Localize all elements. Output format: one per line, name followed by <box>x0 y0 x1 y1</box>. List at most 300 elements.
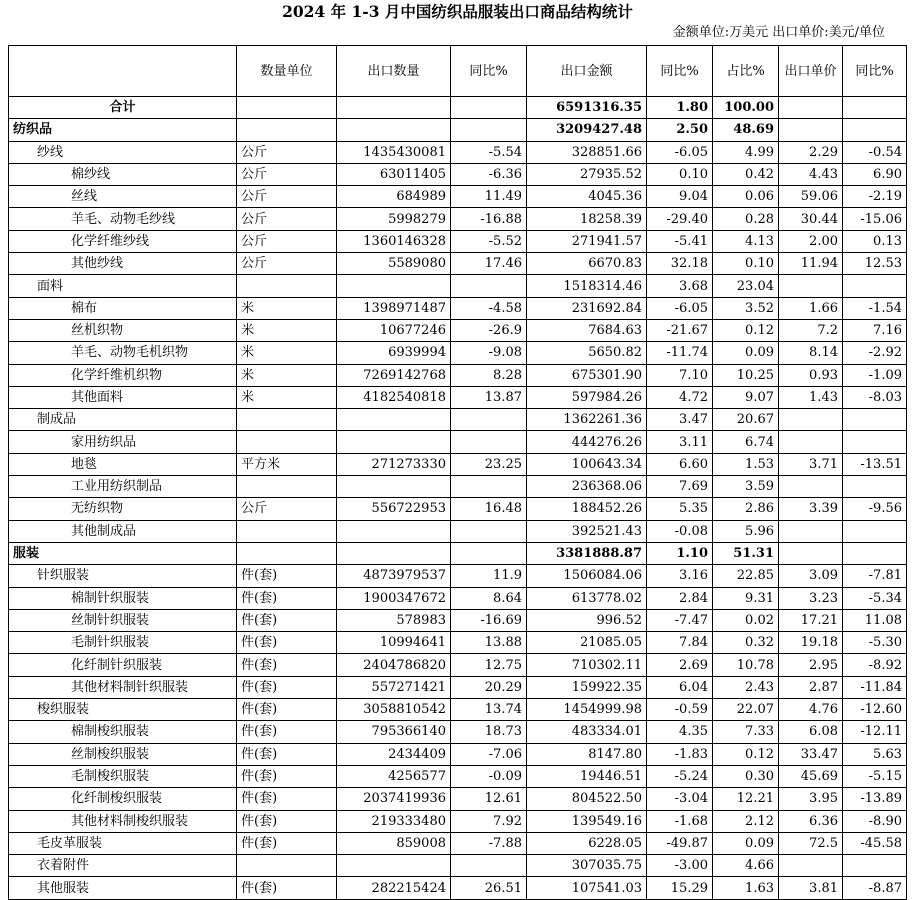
row-share: 10.78 <box>713 654 779 676</box>
row-name: 其他制成品 <box>9 520 237 542</box>
table-row <box>9 498 907 520</box>
row-name: 棉布 <box>9 297 237 319</box>
table-row <box>9 654 907 676</box>
row-amount: 231692.84 <box>527 297 647 319</box>
row-name: 化纤制针织服装 <box>9 654 237 676</box>
row-price: 45.69 <box>779 765 843 787</box>
table-row <box>9 877 907 899</box>
row-price: 72.5 <box>779 832 843 854</box>
row-share: 51.31 <box>713 542 779 564</box>
row-share: 23.04 <box>713 275 779 297</box>
row-qty <box>337 520 451 542</box>
row-share: 4.13 <box>713 230 779 252</box>
row-amount: 1454999.98 <box>527 699 647 721</box>
row-amount: 6591316.35 <box>527 97 647 119</box>
row-qty: 4256577 <box>337 765 451 787</box>
row-amount-yoy: 32.18 <box>647 253 713 275</box>
table-row <box>9 319 907 341</box>
row-price: 7.2 <box>779 319 843 341</box>
row-qty-yoy: -7.88 <box>451 832 527 854</box>
row-qty <box>337 275 451 297</box>
row-amount-yoy: 7.69 <box>647 476 713 498</box>
row-share: 0.12 <box>713 319 779 341</box>
row-name: 羊毛、动物毛纱线 <box>9 208 237 230</box>
row-qty: 578983 <box>337 609 451 631</box>
row-price <box>779 409 843 431</box>
row-qty-yoy: 17.46 <box>451 253 527 275</box>
row-amount: 100643.34 <box>527 453 647 475</box>
row-price-yoy: -1.09 <box>843 364 907 386</box>
row-unit: 件(套) <box>237 699 337 721</box>
row-amount-yoy: -49.87 <box>647 832 713 854</box>
row-share: 2.86 <box>713 498 779 520</box>
row-qty-yoy: -6.36 <box>451 163 527 185</box>
row-share: 48.69 <box>713 119 779 141</box>
row-qty <box>337 542 451 564</box>
row-qty: 2404786820 <box>337 654 451 676</box>
row-price-yoy: -45.58 <box>843 832 907 854</box>
row-qty-yoy: 18.73 <box>451 721 527 743</box>
row-unit: 米 <box>237 386 337 408</box>
row-name: 丝机织物 <box>9 319 237 341</box>
row-qty-yoy: -26.9 <box>451 319 527 341</box>
row-qty: 3058810542 <box>337 699 451 721</box>
row-price-yoy: -13.51 <box>843 453 907 475</box>
row-name: 丝制针织服装 <box>9 609 237 631</box>
row-share: 12.21 <box>713 788 779 810</box>
row-amount-yoy: 3.16 <box>647 565 713 587</box>
row-qty-yoy: 8.28 <box>451 364 527 386</box>
row-qty-yoy: 26.51 <box>451 877 527 899</box>
row-qty <box>337 97 451 119</box>
row-unit <box>237 476 337 498</box>
row-amount-yoy: -6.05 <box>647 141 713 163</box>
row-price-yoy: -15.06 <box>843 208 907 230</box>
header-qty: 出口数量 <box>337 46 451 97</box>
table-row <box>9 565 907 587</box>
row-name: 无纺织物 <box>9 498 237 520</box>
row-qty: 2434409 <box>337 743 451 765</box>
row-qty: 5998279 <box>337 208 451 230</box>
row-unit: 件(套) <box>237 654 337 676</box>
row-share: 2.12 <box>713 810 779 832</box>
row-name: 家用纺织品 <box>9 431 237 453</box>
unit-note: 金额单位:万美元 出口单价:美元/单位 <box>672 25 885 40</box>
table-row <box>9 141 907 163</box>
row-amount: 3381888.87 <box>527 542 647 564</box>
row-amount-yoy: -21.67 <box>647 319 713 341</box>
row-qty-yoy: -5.52 <box>451 230 527 252</box>
row-price-yoy: -5.15 <box>843 765 907 787</box>
row-unit: 公斤 <box>237 253 337 275</box>
row-qty-yoy: 13.88 <box>451 632 527 654</box>
row-name: 棉制针织服装 <box>9 587 237 609</box>
row-qty-yoy: -0.09 <box>451 765 527 787</box>
row-qty-yoy: 11.49 <box>451 186 527 208</box>
row-name: 衣着附件 <box>9 855 237 877</box>
row-amount: 3209427.48 <box>527 119 647 141</box>
row-qty-yoy <box>451 855 527 877</box>
row-name: 化学纤维机织物 <box>9 364 237 386</box>
table-row <box>9 632 907 654</box>
table-row <box>9 253 907 275</box>
header-amount-yoy: 同比% <box>647 46 713 97</box>
header-unit: 数量单位 <box>237 46 337 97</box>
row-name: 合计 <box>9 97 237 119</box>
row-name: 毛制梭织服装 <box>9 765 237 787</box>
row-qty-yoy: 23.25 <box>451 453 527 475</box>
row-qty-yoy <box>451 275 527 297</box>
row-price: 3.95 <box>779 788 843 810</box>
row-price <box>779 431 843 453</box>
header-share: 占比% <box>713 46 779 97</box>
row-amount-yoy: -11.74 <box>647 342 713 364</box>
row-unit: 件(套) <box>237 587 337 609</box>
row-name: 梭织服装 <box>9 699 237 721</box>
table-row <box>9 520 907 542</box>
row-amount-yoy: -5.24 <box>647 765 713 787</box>
table-row <box>9 810 907 832</box>
row-amount-yoy: 9.04 <box>647 186 713 208</box>
row-amount-yoy: -29.40 <box>647 208 713 230</box>
row-price: 4.43 <box>779 163 843 185</box>
row-price: 17.21 <box>779 609 843 631</box>
row-qty-yoy: 11.9 <box>451 565 527 587</box>
row-qty-yoy: 13.87 <box>451 386 527 408</box>
row-unit: 件(套) <box>237 565 337 587</box>
row-name: 丝线 <box>9 186 237 208</box>
row-qty: 271273330 <box>337 453 451 475</box>
row-price-yoy <box>843 542 907 564</box>
row-amount-yoy: 4.35 <box>647 721 713 743</box>
row-qty-yoy: -7.06 <box>451 743 527 765</box>
row-share: 3.52 <box>713 297 779 319</box>
table-row <box>9 275 907 297</box>
row-price: 33.47 <box>779 743 843 765</box>
row-amount: 8147.80 <box>527 743 647 765</box>
row-amount: 1362261.36 <box>527 409 647 431</box>
row-qty: 5589080 <box>337 253 451 275</box>
row-qty: 10994641 <box>337 632 451 654</box>
row-amount-yoy: 7.84 <box>647 632 713 654</box>
row-name: 面料 <box>9 275 237 297</box>
row-unit: 米 <box>237 364 337 386</box>
row-name: 纺织品 <box>9 119 237 141</box>
row-price-yoy: -7.81 <box>843 565 907 587</box>
row-price: 3.09 <box>779 565 843 587</box>
row-name: 制成品 <box>9 409 237 431</box>
row-price-yoy <box>843 119 907 141</box>
table-row <box>9 342 907 364</box>
row-unit: 米 <box>237 297 337 319</box>
table-row <box>9 743 907 765</box>
row-amount-yoy: -5.41 <box>647 230 713 252</box>
row-qty: 795366140 <box>337 721 451 743</box>
row-share: 20.67 <box>713 409 779 431</box>
row-amount: 18258.39 <box>527 208 647 230</box>
row-price: 1.43 <box>779 386 843 408</box>
row-name: 其他纱线 <box>9 253 237 275</box>
row-price: 11.94 <box>779 253 843 275</box>
row-share: 22.85 <box>713 565 779 587</box>
table-row <box>9 97 907 119</box>
row-price-yoy: -12.60 <box>843 699 907 721</box>
row-amount: 996.52 <box>527 609 647 631</box>
row-share: 4.99 <box>713 141 779 163</box>
row-amount: 444276.26 <box>527 431 647 453</box>
table-row <box>9 542 907 564</box>
row-qty-yoy <box>451 542 527 564</box>
row-qty: 556722953 <box>337 498 451 520</box>
row-share: 0.09 <box>713 832 779 854</box>
row-amount-yoy: 2.69 <box>647 654 713 676</box>
row-share: 0.42 <box>713 163 779 185</box>
row-qty: 859008 <box>337 832 451 854</box>
table-row <box>9 386 907 408</box>
row-name: 针织服装 <box>9 565 237 587</box>
row-share: 5.96 <box>713 520 779 542</box>
row-unit <box>237 855 337 877</box>
row-amount: 159922.35 <box>527 676 647 698</box>
row-name: 地毯 <box>9 453 237 475</box>
row-price-yoy: -0.54 <box>843 141 907 163</box>
row-price-yoy: -2.92 <box>843 342 907 364</box>
row-qty-yoy <box>451 476 527 498</box>
row-share: 0.02 <box>713 609 779 631</box>
row-price <box>779 476 843 498</box>
row-qty-yoy <box>451 119 527 141</box>
row-qty: 63011405 <box>337 163 451 185</box>
table-row <box>9 208 907 230</box>
row-share: 0.28 <box>713 208 779 230</box>
row-amount-yoy: 4.72 <box>647 386 713 408</box>
row-qty: 4182540818 <box>337 386 451 408</box>
row-price <box>779 97 843 119</box>
table-body <box>9 97 907 900</box>
row-unit: 件(套) <box>237 832 337 854</box>
row-price-yoy <box>843 520 907 542</box>
row-qty <box>337 409 451 431</box>
table-row <box>9 721 907 743</box>
row-price: 8.14 <box>779 342 843 364</box>
table-row <box>9 163 907 185</box>
row-qty-yoy: -5.54 <box>451 141 527 163</box>
row-price-yoy: -9.56 <box>843 498 907 520</box>
table-row <box>9 297 907 319</box>
row-share: 1.63 <box>713 877 779 899</box>
row-amount-yoy: -1.68 <box>647 810 713 832</box>
row-amount: 483334.01 <box>527 721 647 743</box>
row-share: 22.07 <box>713 699 779 721</box>
row-price <box>779 542 843 564</box>
row-unit: 件(套) <box>237 743 337 765</box>
table-row <box>9 186 907 208</box>
row-price-yoy: -13.89 <box>843 788 907 810</box>
row-name: 其他面料 <box>9 386 237 408</box>
row-amount-yoy: -7.47 <box>647 609 713 631</box>
row-qty-yoy: -16.69 <box>451 609 527 631</box>
row-qty-yoy <box>451 431 527 453</box>
row-price-yoy: -1.54 <box>843 297 907 319</box>
row-amount: 271941.57 <box>527 230 647 252</box>
table-row <box>9 119 907 141</box>
header-row <box>9 46 907 97</box>
row-qty: 4873979537 <box>337 565 451 587</box>
row-unit: 米 <box>237 342 337 364</box>
table-row <box>9 453 907 475</box>
row-qty: 10677246 <box>337 319 451 341</box>
row-unit: 件(套) <box>237 877 337 899</box>
row-name: 棉制梭织服装 <box>9 721 237 743</box>
row-amount-yoy: 3.11 <box>647 431 713 453</box>
row-qty: 2037419936 <box>337 788 451 810</box>
row-unit: 件(套) <box>237 721 337 743</box>
row-amount: 804522.50 <box>527 788 647 810</box>
row-name: 丝制梭织服装 <box>9 743 237 765</box>
row-amount-yoy: 1.10 <box>647 542 713 564</box>
table-row <box>9 765 907 787</box>
row-price <box>779 119 843 141</box>
row-name: 化纤制梭织服装 <box>9 788 237 810</box>
row-unit: 米 <box>237 319 337 341</box>
row-unit: 件(套) <box>237 609 337 631</box>
row-amount: 710302.11 <box>527 654 647 676</box>
row-price: 19.18 <box>779 632 843 654</box>
row-amount: 392521.43 <box>527 520 647 542</box>
row-price-yoy <box>843 409 907 431</box>
row-unit <box>237 119 337 141</box>
row-price-yoy <box>843 431 907 453</box>
row-unit <box>237 97 337 119</box>
row-share: 0.12 <box>713 743 779 765</box>
row-qty: 7269142768 <box>337 364 451 386</box>
row-qty-yoy: 12.61 <box>451 788 527 810</box>
row-name: 纱线 <box>9 141 237 163</box>
row-name: 服装 <box>9 542 237 564</box>
row-share: 3.59 <box>713 476 779 498</box>
row-price: 3.39 <box>779 498 843 520</box>
row-amount-yoy: 7.10 <box>647 364 713 386</box>
row-price-yoy: -5.30 <box>843 632 907 654</box>
row-unit: 公斤 <box>237 230 337 252</box>
header-price: 出口单价 <box>779 46 843 97</box>
row-share: 1.53 <box>713 453 779 475</box>
row-qty: 1900347672 <box>337 587 451 609</box>
row-qty-yoy: 8.64 <box>451 587 527 609</box>
row-price: 3.23 <box>779 587 843 609</box>
row-name: 工业用纺织制品 <box>9 476 237 498</box>
table-row <box>9 476 907 498</box>
row-share: 2.43 <box>713 676 779 698</box>
row-unit: 公斤 <box>237 498 337 520</box>
row-amount-yoy: 0.10 <box>647 163 713 185</box>
row-qty <box>337 119 451 141</box>
row-unit <box>237 275 337 297</box>
row-amount-yoy: -6.05 <box>647 297 713 319</box>
row-price: 2.87 <box>779 676 843 698</box>
row-share: 4.66 <box>713 855 779 877</box>
header-amount: 出口金额 <box>527 46 647 97</box>
row-amount: 1506084.06 <box>527 565 647 587</box>
row-amount-yoy: -1.83 <box>647 743 713 765</box>
row-price-yoy: 11.08 <box>843 609 907 631</box>
row-amount: 6228.05 <box>527 832 647 854</box>
row-unit: 件(套) <box>237 788 337 810</box>
row-amount-yoy: 6.04 <box>647 676 713 698</box>
row-amount-yoy: 3.47 <box>647 409 713 431</box>
table-row <box>9 832 907 854</box>
row-price: 6.36 <box>779 810 843 832</box>
row-share: 6.74 <box>713 431 779 453</box>
table-row <box>9 855 907 877</box>
row-amount: 27935.52 <box>527 163 647 185</box>
row-share: 0.06 <box>713 186 779 208</box>
row-unit: 公斤 <box>237 186 337 208</box>
row-price: 4.76 <box>779 699 843 721</box>
row-amount: 21085.05 <box>527 632 647 654</box>
row-amount-yoy: -0.59 <box>647 699 713 721</box>
row-share: 0.09 <box>713 342 779 364</box>
row-name: 毛皮革服装 <box>9 832 237 854</box>
row-price: 1.66 <box>779 297 843 319</box>
row-price: 0.93 <box>779 364 843 386</box>
row-amount: 139549.16 <box>527 810 647 832</box>
table-row <box>9 364 907 386</box>
row-price-yoy: -12.11 <box>843 721 907 743</box>
row-qty-yoy: -9.08 <box>451 342 527 364</box>
table-row <box>9 699 907 721</box>
row-price: 2.00 <box>779 230 843 252</box>
row-unit: 平方米 <box>237 453 337 475</box>
row-price-yoy <box>843 97 907 119</box>
table-row <box>9 676 907 698</box>
row-amount: 613778.02 <box>527 587 647 609</box>
row-share: 100.00 <box>713 97 779 119</box>
row-price: 2.29 <box>779 141 843 163</box>
row-amount: 7684.63 <box>527 319 647 341</box>
row-qty-yoy: 20.29 <box>451 676 527 698</box>
row-share: 7.33 <box>713 721 779 743</box>
row-price-yoy: -8.87 <box>843 877 907 899</box>
row-share: 0.30 <box>713 765 779 787</box>
row-amount: 328851.66 <box>527 141 647 163</box>
row-price-yoy: -8.92 <box>843 654 907 676</box>
row-amount: 107541.03 <box>527 877 647 899</box>
row-qty-yoy: -16.88 <box>451 208 527 230</box>
row-price-yoy: -8.03 <box>843 386 907 408</box>
row-price-yoy: 12.53 <box>843 253 907 275</box>
row-qty-yoy <box>451 409 527 431</box>
page-title: 2024 年 1-3 月中国纺织品服装出口商品结构统计 <box>282 2 633 21</box>
row-name: 毛制针织服装 <box>9 632 237 654</box>
row-price-yoy: -11.84 <box>843 676 907 698</box>
row-unit <box>237 520 337 542</box>
row-amount: 675301.90 <box>527 364 647 386</box>
row-amount: 1518314.46 <box>527 275 647 297</box>
row-unit: 公斤 <box>237 163 337 185</box>
row-amount: 19446.51 <box>527 765 647 787</box>
row-unit: 公斤 <box>237 208 337 230</box>
table-row <box>9 788 907 810</box>
row-qty: 684989 <box>337 186 451 208</box>
row-qty: 1398971487 <box>337 297 451 319</box>
header-item <box>9 46 237 97</box>
row-unit: 件(套) <box>237 765 337 787</box>
row-name: 其他服装 <box>9 877 237 899</box>
row-amount-yoy: 5.35 <box>647 498 713 520</box>
row-amount-yoy: 15.29 <box>647 877 713 899</box>
table-row <box>9 609 907 631</box>
